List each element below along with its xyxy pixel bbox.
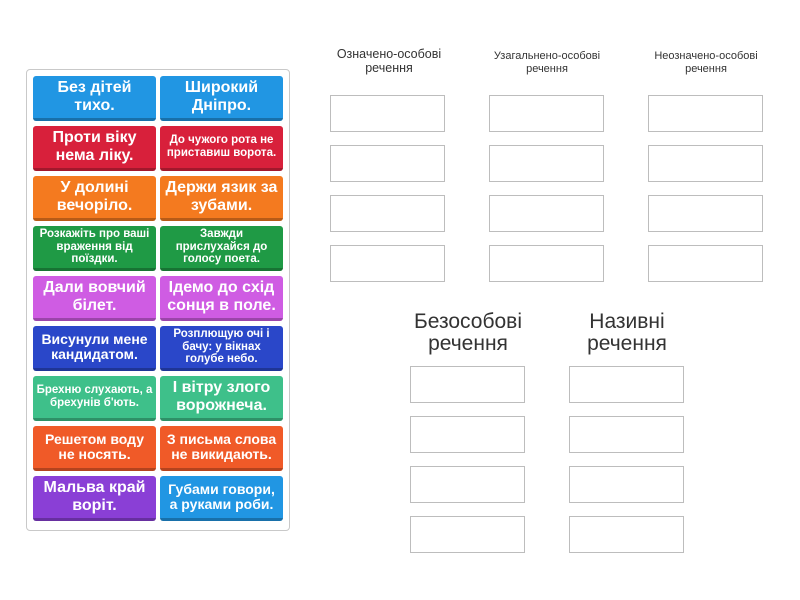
drop-slot-nominative[interactable]: [569, 466, 684, 503]
answer-tile[interactable]: Губами говори, а руками роби.: [160, 476, 283, 521]
category-heading-generalized-personal: Узагальнено-особові речення: [493, 50, 601, 75]
drop-slot-impersonal[interactable]: [410, 466, 525, 503]
answer-tile[interactable]: Мальва край воріт.: [33, 476, 156, 521]
answer-tile[interactable]: Широкий Дніпро.: [160, 76, 283, 121]
category-heading-definite-personal: Означено-особові речення: [336, 47, 442, 76]
answer-tile[interactable]: Держи язик за зубами.: [160, 176, 283, 221]
drop-slot-generalized-personal[interactable]: [489, 195, 604, 232]
answer-tile[interactable]: Ідемо до схід сонця в поле.: [160, 276, 283, 321]
answer-tile[interactable]: Без дітей тихо.: [33, 76, 156, 121]
answer-tile[interactable]: І вітру злого ворожнеча.: [160, 376, 283, 421]
drop-slot-definite-personal[interactable]: [330, 245, 445, 282]
drop-slot-indefinite-personal[interactable]: [648, 145, 763, 182]
answer-tile[interactable]: У долині вечоріло.: [33, 176, 156, 221]
answer-tile[interactable]: З письма слова не викидають.: [160, 426, 283, 471]
category-heading-indefinite-personal: Неозначено-особові речення: [654, 50, 758, 75]
drop-slot-definite-personal[interactable]: [330, 95, 445, 132]
category-heading-impersonal: Безособові речення: [413, 310, 522, 356]
drop-slot-impersonal[interactable]: [410, 516, 525, 553]
drop-slot-generalized-personal[interactable]: [489, 245, 604, 282]
answer-tile[interactable]: Дали вовчий білет.: [33, 276, 156, 321]
drop-slot-indefinite-personal[interactable]: [648, 245, 763, 282]
drop-slot-nominative[interactable]: [569, 516, 684, 553]
drop-slot-nominative[interactable]: [569, 366, 684, 403]
answer-tile[interactable]: Висунули мене кандидатом.: [33, 326, 156, 371]
drop-slot-indefinite-personal[interactable]: [648, 95, 763, 132]
drop-slot-nominative[interactable]: [569, 416, 684, 453]
drop-slot-generalized-personal[interactable]: [489, 145, 604, 182]
answer-tile[interactable]: Проти віку нема ліку.: [33, 126, 156, 171]
answer-bank: [26, 69, 290, 531]
answer-tile[interactable]: До чужого рота не приставиш ворота.: [160, 126, 283, 171]
answer-tile[interactable]: Решетом воду не носять.: [33, 426, 156, 471]
drop-slot-impersonal[interactable]: [410, 366, 525, 403]
answer-tile[interactable]: Розплющую очі і бачу: у вікнах голубе небо.: [160, 326, 283, 371]
drop-slot-definite-personal[interactable]: [330, 145, 445, 182]
drop-slot-indefinite-personal[interactable]: [648, 195, 763, 232]
drop-slot-impersonal[interactable]: [410, 416, 525, 453]
drop-slot-generalized-personal[interactable]: [489, 95, 604, 132]
answer-tile[interactable]: Розкажіть про ваші враження від поїздки.: [33, 226, 156, 271]
answer-tile[interactable]: Брехню слухають, а брехунів б'ють.: [33, 376, 156, 421]
answer-tile[interactable]: Завжди прислухайся до голосу поета.: [160, 226, 283, 271]
drop-slot-definite-personal[interactable]: [330, 195, 445, 232]
category-heading-nominative: Називні речення: [587, 310, 667, 356]
